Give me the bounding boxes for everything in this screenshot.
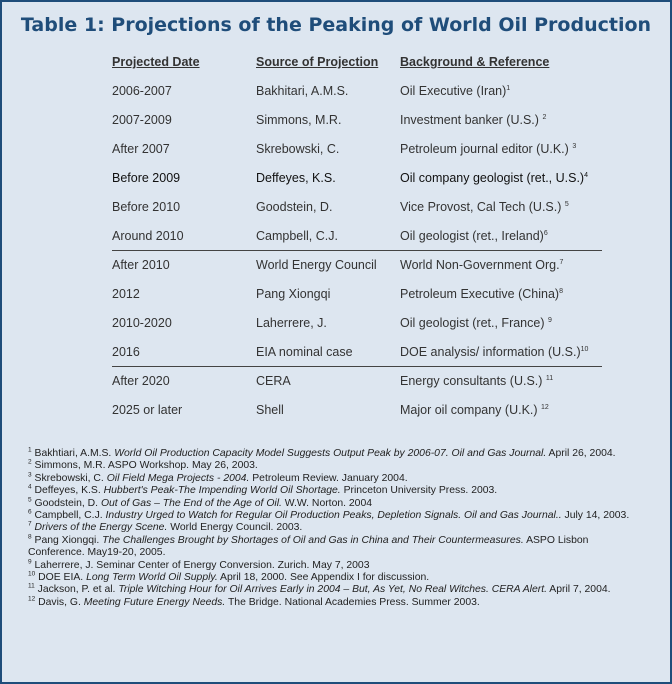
footnote: $^{12}$ Davis, G. Meeting Future Energy Needs. The Bridge. National Academies Press. Summer 2003. <box>28 595 480 608</box>
ref-marker: 2 <box>542 113 547 121</box>
row-background: Vice Provost, Cal Tech (U.S.) $^5$ <box>400 200 569 214</box>
row-source: EIA nominal case <box>256 345 353 359</box>
row-source: Pang Xiongqi <box>256 287 331 301</box>
table-row <box>2 226 670 246</box>
table-row <box>2 197 670 217</box>
ref-marker: 1 <box>506 84 511 92</box>
row-source: Campbell, C.J. <box>256 229 338 243</box>
row-background: World Non-Government Org.$^7$ <box>400 258 564 272</box>
table-row <box>2 400 670 420</box>
footnote: $^{11}$ Jackson, P. et al. Triple Witching Hour for Oil Arrives Early in 2004 – But, As Yet, No Real Witches. CERA Alert. April 7, 2004. <box>28 583 611 596</box>
table-row <box>2 371 670 391</box>
footnote: $^3$ Skrebowski, C. Oil Field Mega Projects - 2004. Petroleum Review. January 2004. <box>28 471 408 484</box>
row-source: Deffeyes, K.S. <box>256 171 336 185</box>
footnote: $^9$ Laherrere, J. Seminar Center of Energy Conversion. Zurich. May 7, 2003 <box>28 558 370 571</box>
ref-marker: 6 <box>543 229 548 237</box>
page-title: Table 1: Projections of the Peaking of World Oil Production <box>20 14 652 36</box>
row-background: Oil geologist (ret., France) $^9$ <box>400 316 552 330</box>
row-date: Before 2009 <box>112 171 181 185</box>
ref-marker: 8 <box>559 287 564 295</box>
row-source: Goodstein, D. <box>256 200 333 214</box>
table-row <box>2 255 670 275</box>
row-date: Before 2010 <box>112 200 181 214</box>
ref-marker: 9 <box>547 316 552 324</box>
footnote: $^5$ Goodstein, D. Out of Gas – The End of the Age of Oil. W.W. Norton. 2004 <box>28 496 373 509</box>
row-source: World Energy Council <box>256 258 377 272</box>
row-date: 2012 <box>112 287 140 301</box>
table-row <box>2 139 670 159</box>
row-background: Petroleum journal editor (U.K.) $^3$ <box>400 142 577 156</box>
row-source: Skrebowski, C. <box>256 142 340 156</box>
group-divider <box>112 366 602 367</box>
footnote: $^4$ Deffeyes, K.S. Hubbert's Peak-The Impending World Oil Shortage. Princeton University Press. 2003. <box>28 483 498 497</box>
row-date: 2016 <box>112 345 140 359</box>
row-date: Around 2010 <box>112 229 184 243</box>
row-date: 2025 or later <box>112 403 183 417</box>
row-background: DOE analysis/ information $(U.S.)^{10}$ <box>400 345 589 359</box>
row-background: Investment banker (U.S.) $^2$ <box>400 113 547 127</box>
row-date: After 2020 <box>112 374 170 388</box>
header-background: Background & Reference <box>400 55 550 69</box>
row-background: Major oil company (U.K.) $^{12}$ <box>400 403 549 417</box>
row-source: Shell <box>256 403 284 417</box>
row-date: After 2010 <box>112 258 170 272</box>
row-background: Oil company geologist (ret., U.S.)$^4$ <box>400 171 589 185</box>
table-header-row <box>2 52 670 72</box>
footnote: $^2$ Simmons, M.R. ASPO Workshop. May 26, 2003. <box>28 458 258 472</box>
table-row <box>2 110 670 130</box>
row-background: Oil geologist (ret., Ireland)$^6$ <box>400 229 548 243</box>
footnote: $^{10}$ DOE EIA. Long Term World Oil Supply. April 18, 2000. See Appendix I for discussion. <box>28 570 430 584</box>
row-date: 2010-2020 <box>112 316 172 330</box>
footnote: $^7$ Drivers of the Energy Scene. World Energy Council. 2003. <box>28 520 303 534</box>
row-source: Laherrere, J. <box>256 316 327 330</box>
footnote: $^8$ Pang Xiongqi. The Challenges Brought by Shortages of Oil and Gas in China and Their Countermeasures. ASPO Lisbon Conference. May19-20, 2005. <box>28 533 589 559</box>
ref-marker: 5 <box>564 200 569 208</box>
ref-marker: 10 <box>580 345 589 353</box>
ref-marker: 11 <box>545 374 554 382</box>
footnote: $^1$ Bakhtiari, A.M.S. World Oil Production Capacity Model Suggests Output Peak by 2006-07. Oil and Gas Journal. April 26, 2004. <box>28 446 616 459</box>
row-source: CERA <box>256 374 291 388</box>
table-row <box>2 284 670 304</box>
row-source: Bakhitari, A.M.S. <box>256 84 349 98</box>
row-source: Simmons, M.R. <box>256 113 342 127</box>
table-row <box>2 168 670 188</box>
header-projected-date: Projected Date <box>112 55 200 69</box>
row-background: Energy consultants (U.S.) $^{11}$ <box>400 374 554 388</box>
ref-marker: 12 <box>541 403 549 411</box>
table-row <box>2 81 670 101</box>
row-date: 2006-2007 <box>112 84 172 98</box>
footnotes <box>28 448 642 609</box>
row-background: Petroleum Executive (China)$^8$ <box>400 287 564 301</box>
ref-marker: 7 <box>559 258 564 266</box>
header-source: Source of Projection <box>256 55 379 69</box>
footnote: $^6$ Campbell, C.J. Industry Urged to Watch for Regular Oil Production Peaks, Depletion Signals. Oil and Gas Journal.. July 14, 2003. <box>28 508 630 522</box>
group-divider <box>112 250 602 251</box>
table-row <box>2 342 670 362</box>
ref-marker: 4 <box>584 171 589 179</box>
table-row <box>2 313 670 333</box>
row-date: After 2007 <box>112 142 170 156</box>
ref-marker: 3 <box>572 142 577 150</box>
row-date: 2007-2009 <box>112 113 172 127</box>
row-background: Oil Executive (Iran)$^1$ <box>400 84 511 98</box>
